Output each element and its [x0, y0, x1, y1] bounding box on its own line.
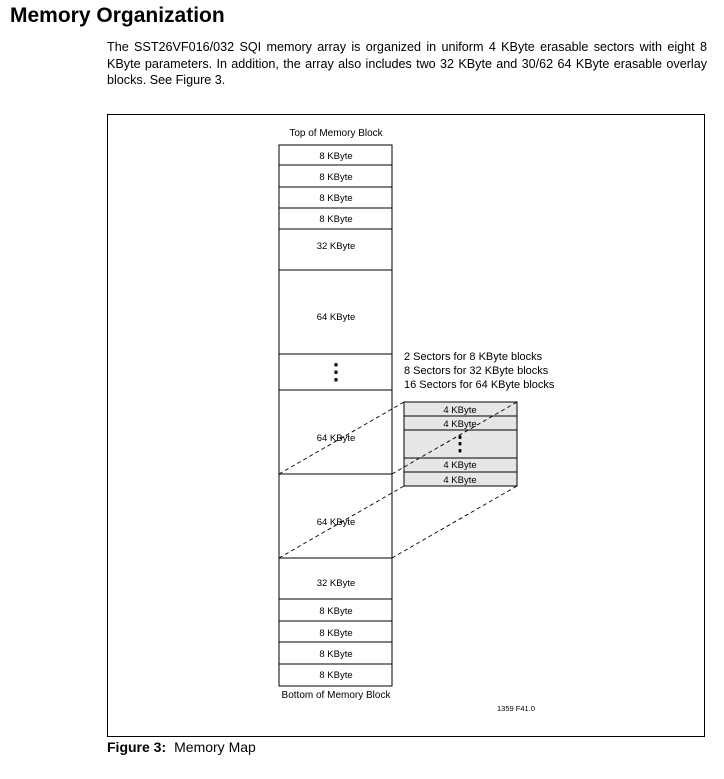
memory-column: [279, 145, 392, 686]
block-label: 8 KByte: [319, 193, 353, 204]
block-label: 64 KByte: [316, 517, 356, 528]
block-label: 8 KByte: [319, 151, 353, 162]
sector-note: 16 Sectors for 64 KByte blocks: [404, 379, 555, 391]
block-label: 32 KByte: [316, 241, 356, 252]
sector-label: 4 KByte: [443, 405, 477, 416]
sector-ellipsis: ⋮: [450, 433, 470, 455]
sector-label: 4 KByte: [443, 460, 477, 471]
figure-caption: [107, 739, 256, 755]
block-label: 8 KByte: [319, 649, 353, 660]
block-label: 8 KByte: [319, 670, 353, 681]
vertical-ellipsis: ⋮: [325, 359, 347, 384]
block-label: 32 KByte: [316, 578, 356, 589]
intro-paragraph: The SST26VF016/032 SQI memory array is organized in uniform 4 KByte erasable sectors with eight 8 KByte parameters. In addition, the array also includes two 32 KByte and 30/62 64 KByte erasable overlay blocks. See Figure 3.: [107, 40, 707, 87]
sector-note: 8 Sectors for 32 KByte blocks: [404, 365, 549, 377]
top-of-memory-label: Top of Memory Block: [289, 128, 383, 139]
sector-note: 2 Sectors for 8 KByte blocks: [404, 351, 543, 363]
bottom-of-memory-label: Bottom of Memory Block: [281, 690, 391, 701]
block-separators: [279, 165, 392, 664]
sector-label: 4 KByte: [443, 475, 477, 486]
block-label: 8 KByte: [319, 214, 353, 225]
block-label: 8 KByte: [319, 628, 353, 639]
figure-caption-title: Memory Map: [174, 739, 256, 755]
figure-caption-label: Figure 3:: [107, 739, 167, 755]
block-label: 64 KByte: [316, 433, 356, 444]
figure-code: 1359 F41.0: [497, 704, 535, 713]
sector-label: 4 KByte: [443, 419, 477, 430]
block-label: 64 KByte: [316, 312, 356, 323]
block-label: 8 KByte: [319, 172, 353, 183]
section-title: Memory Organization: [10, 4, 225, 27]
block-label: 8 KByte: [319, 606, 353, 617]
